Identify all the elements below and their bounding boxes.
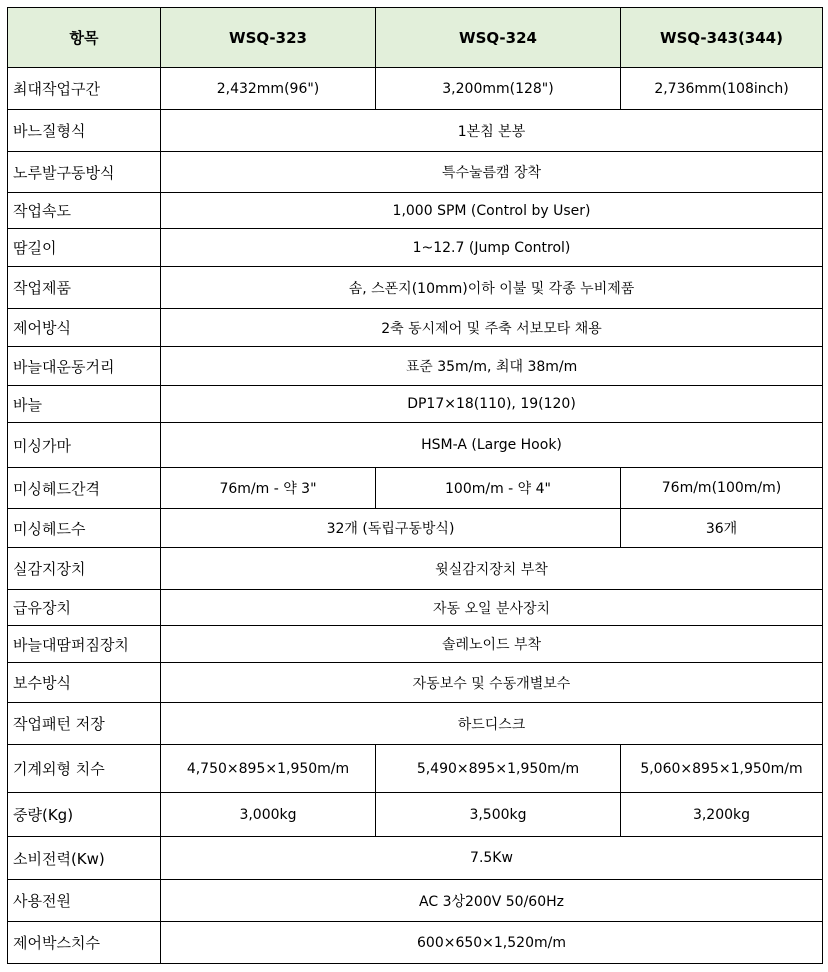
row-label: 작업속도 xyxy=(8,193,161,229)
cell-value: 자동 오일 분사장치 xyxy=(161,590,823,626)
cell-value: 1본침 본봉 xyxy=(161,110,823,152)
row-label: 제어방식 xyxy=(8,309,161,347)
row-head-count xyxy=(8,509,823,548)
cell-value: 윗실감지장치 부착 xyxy=(161,548,823,590)
row-dimensions xyxy=(8,745,823,793)
row-label: 바늘대운동거리 xyxy=(8,347,161,386)
row-head-spacing xyxy=(8,468,823,509)
cell-value: 32개 (독립구동방식) xyxy=(161,509,621,548)
cell-value: 3,200kg xyxy=(621,793,823,837)
header-wsq-343: WSQ-343(344) xyxy=(621,8,823,68)
row-thread-sensor xyxy=(8,548,823,590)
row-label: 기계외형 치수 xyxy=(8,745,161,793)
row-weight xyxy=(8,793,823,837)
spec-table xyxy=(7,7,823,964)
header-wsq-324: WSQ-324 xyxy=(376,8,621,68)
cell-value: 3,500kg xyxy=(376,793,621,837)
cell-value: 3,000kg xyxy=(161,793,376,837)
cell-value: HSM-A (Large Hook) xyxy=(161,423,823,468)
row-label: 노루발구동방식 xyxy=(8,152,161,193)
row-lubrication xyxy=(8,590,823,626)
row-needle-bar-stroke xyxy=(8,347,823,386)
row-label: 소비전력(Kw) xyxy=(8,837,161,880)
row-needle xyxy=(8,386,823,423)
cell-value: 4,750×895×1,950m/m xyxy=(161,745,376,793)
cell-value: 솔레노이드 부착 xyxy=(161,626,823,663)
cell-value: AC 3상200V 50/60Hz xyxy=(161,880,823,922)
row-stitch-length xyxy=(8,229,823,267)
row-label: 바느질형식 xyxy=(8,110,161,152)
cell-value: 솜, 스폰지(10mm)이하 이불 및 각종 누비제품 xyxy=(161,267,823,309)
row-label: 바늘 xyxy=(8,386,161,423)
row-label: 실감지장치 xyxy=(8,548,161,590)
cell-value: 36개 xyxy=(621,509,823,548)
cell-value: 1~12.7 (Jump Control) xyxy=(161,229,823,267)
cell-value: 2,432mm(96") xyxy=(161,68,376,110)
cell-value: 5,060×895×1,950m/m xyxy=(621,745,823,793)
row-label: 중량(Kg) xyxy=(8,793,161,837)
cell-value: 7.5Kw xyxy=(161,837,823,880)
cell-value: 76m/m(100m/m) xyxy=(621,468,823,509)
row-label: 보수방식 xyxy=(8,663,161,703)
row-work-product xyxy=(8,267,823,309)
cell-value: 1,000 SPM (Control by User) xyxy=(161,193,823,229)
cell-value: 2축 동시제어 및 주축 서보모타 채용 xyxy=(161,309,823,347)
row-max-work-area xyxy=(8,68,823,110)
row-control-box-size xyxy=(8,922,823,964)
cell-value: 3,200mm(128") xyxy=(376,68,621,110)
row-control-method xyxy=(8,309,823,347)
cell-value: 100m/m - 약 4" xyxy=(376,468,621,509)
row-label: 미싱헤드수 xyxy=(8,509,161,548)
header-row xyxy=(8,8,823,68)
row-hook xyxy=(8,423,823,468)
cell-value: 5,490×895×1,950m/m xyxy=(376,745,621,793)
row-label: 미싱헤드간격 xyxy=(8,468,161,509)
row-label: 제어박스치수 xyxy=(8,922,161,964)
cell-value: 하드디스크 xyxy=(161,703,823,745)
cell-value: 특수눌름캠 장착 xyxy=(161,152,823,193)
row-needle-spread xyxy=(8,626,823,663)
cell-value: 2,736mm(108inch) xyxy=(621,68,823,110)
cell-value: 표준 35m/m, 최대 38m/m xyxy=(161,347,823,386)
row-pattern-storage xyxy=(8,703,823,745)
row-label: 바늘대땀퍼짐장치 xyxy=(8,626,161,663)
cell-value: DP17×18(110), 19(120) xyxy=(161,386,823,423)
row-label: 작업패턴 저장 xyxy=(8,703,161,745)
cell-value: 76m/m - 약 3" xyxy=(161,468,376,509)
cell-value: 자동보수 및 수동개별보수 xyxy=(161,663,823,703)
cell-value: 600×650×1,520m/m xyxy=(161,922,823,964)
row-label: 급유장치 xyxy=(8,590,161,626)
row-label: 사용전원 xyxy=(8,880,161,922)
header-wsq-323: WSQ-323 xyxy=(161,8,376,68)
row-stitch-type xyxy=(8,110,823,152)
row-label: 땀길이 xyxy=(8,229,161,267)
row-label: 최대작업구간 xyxy=(8,68,161,110)
row-power-supply xyxy=(8,880,823,922)
row-label: 미싱가마 xyxy=(8,423,161,468)
row-label: 작업제품 xyxy=(8,267,161,309)
row-power-consumption xyxy=(8,837,823,880)
row-presser-drive xyxy=(8,152,823,193)
header-item: 항목 xyxy=(8,8,161,68)
row-work-speed xyxy=(8,193,823,229)
row-repair-method xyxy=(8,663,823,703)
